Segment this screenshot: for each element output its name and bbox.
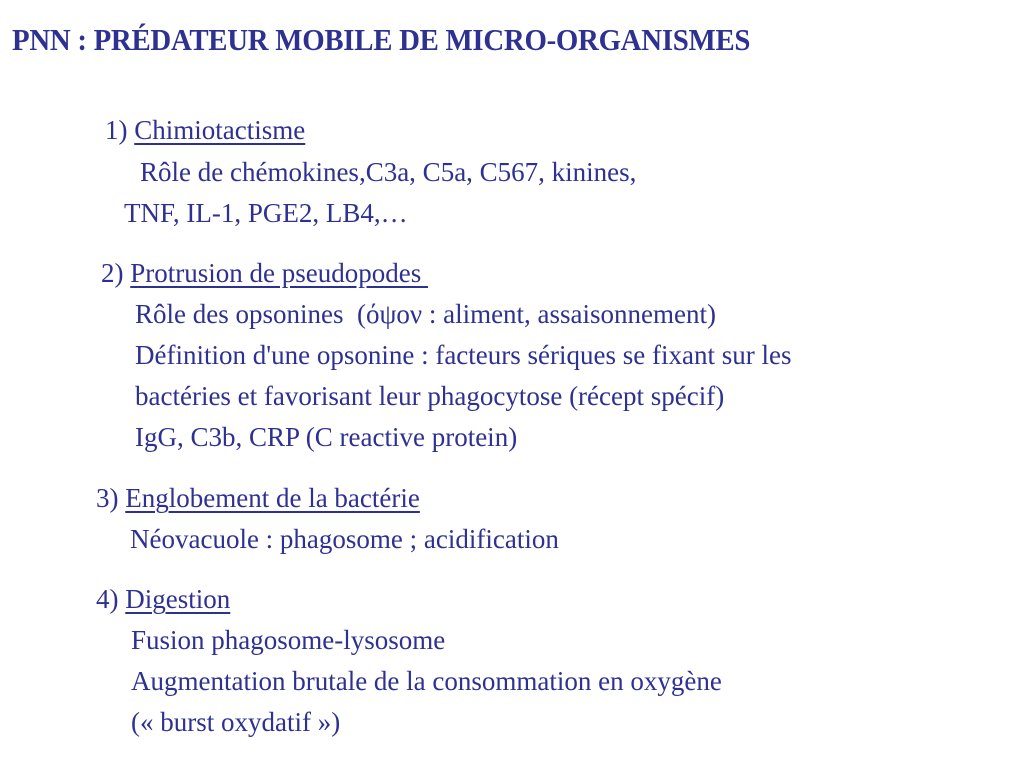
section-4-line-3: (« burst oxydatif »): [131, 707, 341, 737]
section-number: 1): [105, 115, 128, 145]
section-3-line-1: Néovacuole : phagosome ; acidification: [130, 524, 559, 554]
section-4-line-2: Augmentation brutale de la consommation en oxygène: [131, 666, 722, 696]
section-1-line-1: Rôle de chémokines,C3a, C5a, C567, kinines,: [140, 157, 637, 187]
section-4-line-1: Fusion phagosome-lysosome: [131, 625, 446, 655]
section-1-heading: [105, 117, 305, 144]
section-2-line-2: Définition d'une opsonine : facteurs sériques se fixant sur les: [135, 340, 792, 370]
section-number: 2): [101, 258, 124, 288]
section-2-line-3: bactéries et favorisant leur phagocytose (récept spécif): [135, 381, 725, 411]
section-title: Englobement de la bactérie: [125, 483, 420, 513]
section-title: Protrusion de pseudopodes: [130, 258, 428, 288]
section-2-line-1: Rôle des opsonines (όψον : aliment, assaisonnement): [135, 299, 717, 329]
section-2-line-4: IgG, C3b, CRP (C reactive protein): [135, 422, 518, 452]
section-title: Chimiotactisme: [134, 115, 306, 145]
section-number: 3): [96, 483, 119, 513]
section-4-heading: [96, 586, 230, 613]
section-number: 4): [96, 584, 119, 614]
section-2-heading: [101, 260, 428, 287]
section-1-line-2: TNF, IL-1, PGE2, LB4,…: [124, 198, 408, 228]
section-3-heading: [96, 485, 420, 512]
slide-title: PNN : PRÉDATEUR MOBILE DE MICRO-ORGANISMES: [12, 22, 751, 57]
section-title: Digestion: [125, 584, 231, 614]
